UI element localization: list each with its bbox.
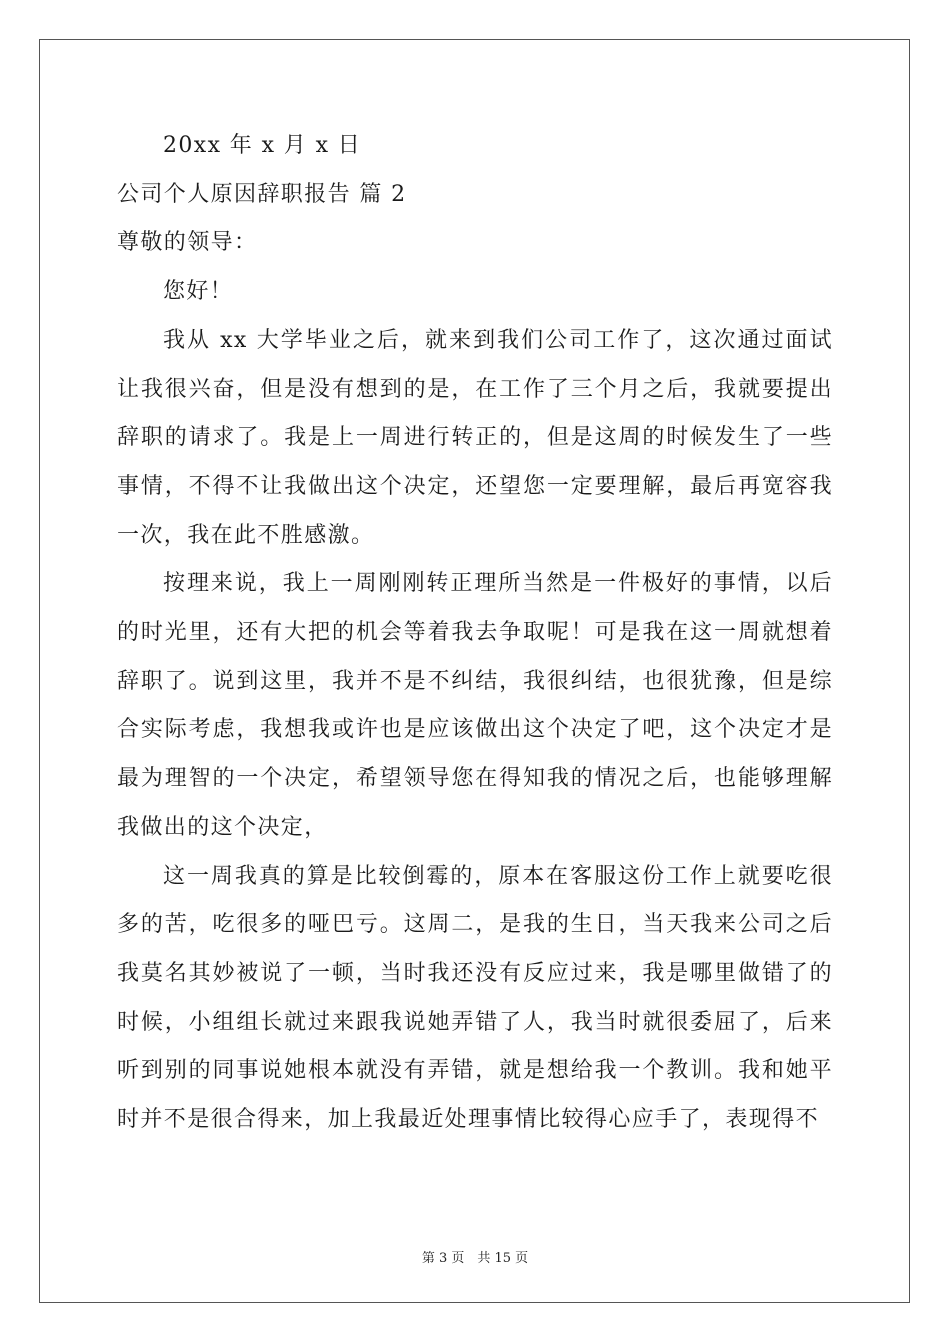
section-title: 公司个人原因辞职报告 篇 2 — [117, 181, 407, 207]
page-number-footer: 第 3 页 共 15 页 — [421, 1251, 529, 1266]
document-body — [117, 122, 833, 1145]
greeting: 您好！ — [163, 279, 234, 305]
paragraph: 这一周我真的算是比较倒霉的，原本在客服这份工作上就要吃很多的苦，吃很多的哑巴亏。这周二，是我的生日，当天我来公司之后我莫名其妙被说了一顿，当时我还没有反应过来，我是哪里做错了的时候，小组组长就过来跟我说她弄错了人，我当时就很委屈了，后来听到别的同事说她根本就没有弄错，就是想给我一个教训。我和她平时并不是很合得来，加上我最近处理事情比较得心应手了，表现得不 — [117, 863, 833, 1133]
date-line: 20xx 年 x 月 x 日 — [163, 133, 362, 158]
paragraph: 按理来说，我上一周刚刚转正理所当然是一件极好的事情，以后的时光里，还有大把的机会等着我去争取呢！可是我在这一周就想着辞职了。说到这里，我并不是不纠结，我很纠结，也很犹豫，但是综合实际考虑，我想我或许也是应该做出这个决定了吧，这个决定才是最为理智的一个决定，希望领导您在得知我的情况之后，也能够理解我做出的这个决定， — [117, 571, 833, 840]
paragraph: 我从 xx 大学毕业之后，就来到我们公司工作了，这次通过面试让我很兴奋，但是没有想到的是，在工作了三个月之后，我就要提出辞职的请求了。我是上一周进行转正的，但是这周的时候发生了一些事情，不得不让我做出这个决定，还望您一定要理解，最后再宽容我一次，我在此不胜感激。 — [117, 327, 833, 548]
salutation: 尊敬的领导： — [117, 230, 258, 256]
